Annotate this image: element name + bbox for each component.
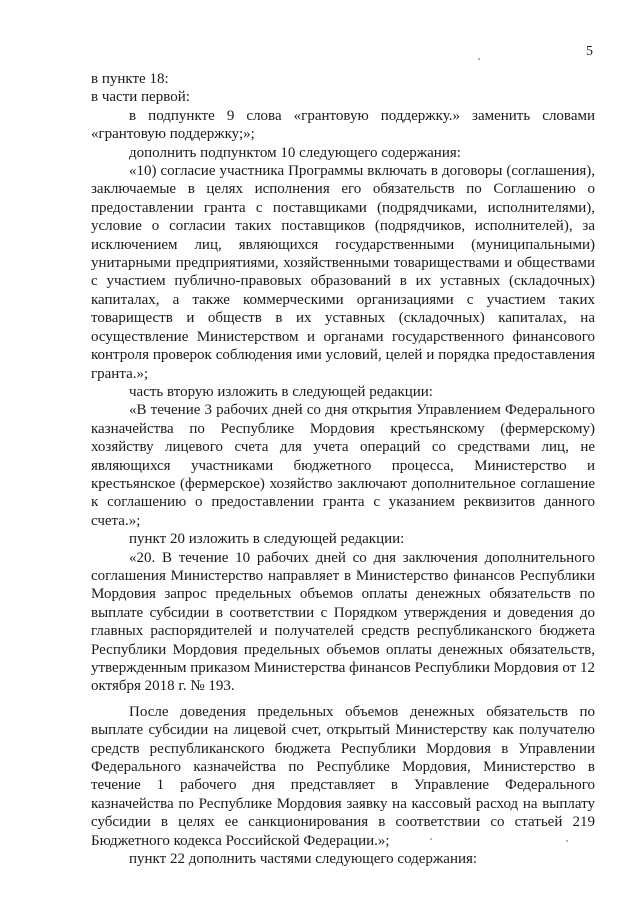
scan-speck [478, 58, 480, 60]
paragraph-point-18: в пункте 18: [91, 71, 169, 87]
paragraph-add-subpoint-10: дополнить подпунктом 10 следующего содержания: [129, 144, 461, 161]
scan-speck [566, 840, 568, 842]
paragraph-point-22-heading: пункт 22 дополнить частями следующего содержания: [129, 851, 478, 868]
paragraph-part-two-heading: часть вторую изложить в следующей редакции: [129, 383, 433, 400]
scan-speck [430, 838, 432, 840]
paragraph-point-20-text: «20. В течение 10 рабочих дней со дня заключения дополнительного соглашения Министерство направляет в Министерство финансов Республики Мордовия запрос предельных объемов оплаты денежных обязательств по выплате субсидии в соответствии с Порядком утверждения и доведения до главных распорядителей и получателей средств республиканского бюджета Республики Мордовия предельных объемов оплаты денежных обязательств, утвержденным приказом Министерства финансов Республики Мордовия от 12 октября 2018 г. № 193. [91, 549, 595, 695]
paragraph-part-two-text: «В течение 3 рабочих дней со дня открытия Управлением Федерального казначейства по Республике Мордовия крестьянскому (фермерскому) хозяйству лицевого счета для учета операций со средствами лиц, не являющихся участниками бюджетного процесса, Министерство и крестьянское (фермерское) хозяйство заключают дополнительное соглашение к соглашению о предоставлении гранта с указанием реквизитов данного счета.»; [91, 402, 595, 529]
page-number: 5 [586, 44, 593, 59]
paragraph-after-limits: После доведения предельных объемов денежных обязательств по выплате субсидии на лицевой счет, открытый Министерству как получателю средств республиканского бюджета Республики Мордовия в Управлении Федерального казначейства по Республике Мордовия, Министерство в течение 1 рабочего дня представляет в Управление Федерального казначейства по Республике Мордовия заявку на кассовый расход на выплату субсидии в целях ее санкционирования в соответствии со статьей 219 Бюджетного кодекса Российской Федерации.»; [91, 703, 595, 849]
paragraph-part-one: в части первой: [91, 89, 190, 106]
paragraph-point-20-heading: пункт 20 изложить в следующей редакции: [129, 531, 405, 548]
paragraph-subpoint-9: в подпункте 9 слова «грантовую поддержку.» заменить словами «грантовую поддержку;»; [91, 107, 595, 143]
document-body [91, 70, 595, 868]
paragraph-subpoint-10-text: «10) согласие участника Программы включать в договоры (соглашения), заключаемые в целях исполнения его обязательств по Соглашению о предоставлении гранта с поставщиками (подрядчиками, исполнителями), условие о согласии таких поставщиков (подрядчиков, исполнителей), за исключением лиц, являющихся государственными (муниципальными) унитарными предприятиями, хозяйственными товариществами и обществами с участием публично-правовых образований в их уставных (складочных) капиталах, а также коммерческими организациями с участием таких товариществ и обществ в их уставных (складочных) капиталах, на осуществление Министерством и органами государственного финансового контроля проверок соблюдения ими условий, целей и порядка предоставления гранта.»; [91, 163, 595, 382]
